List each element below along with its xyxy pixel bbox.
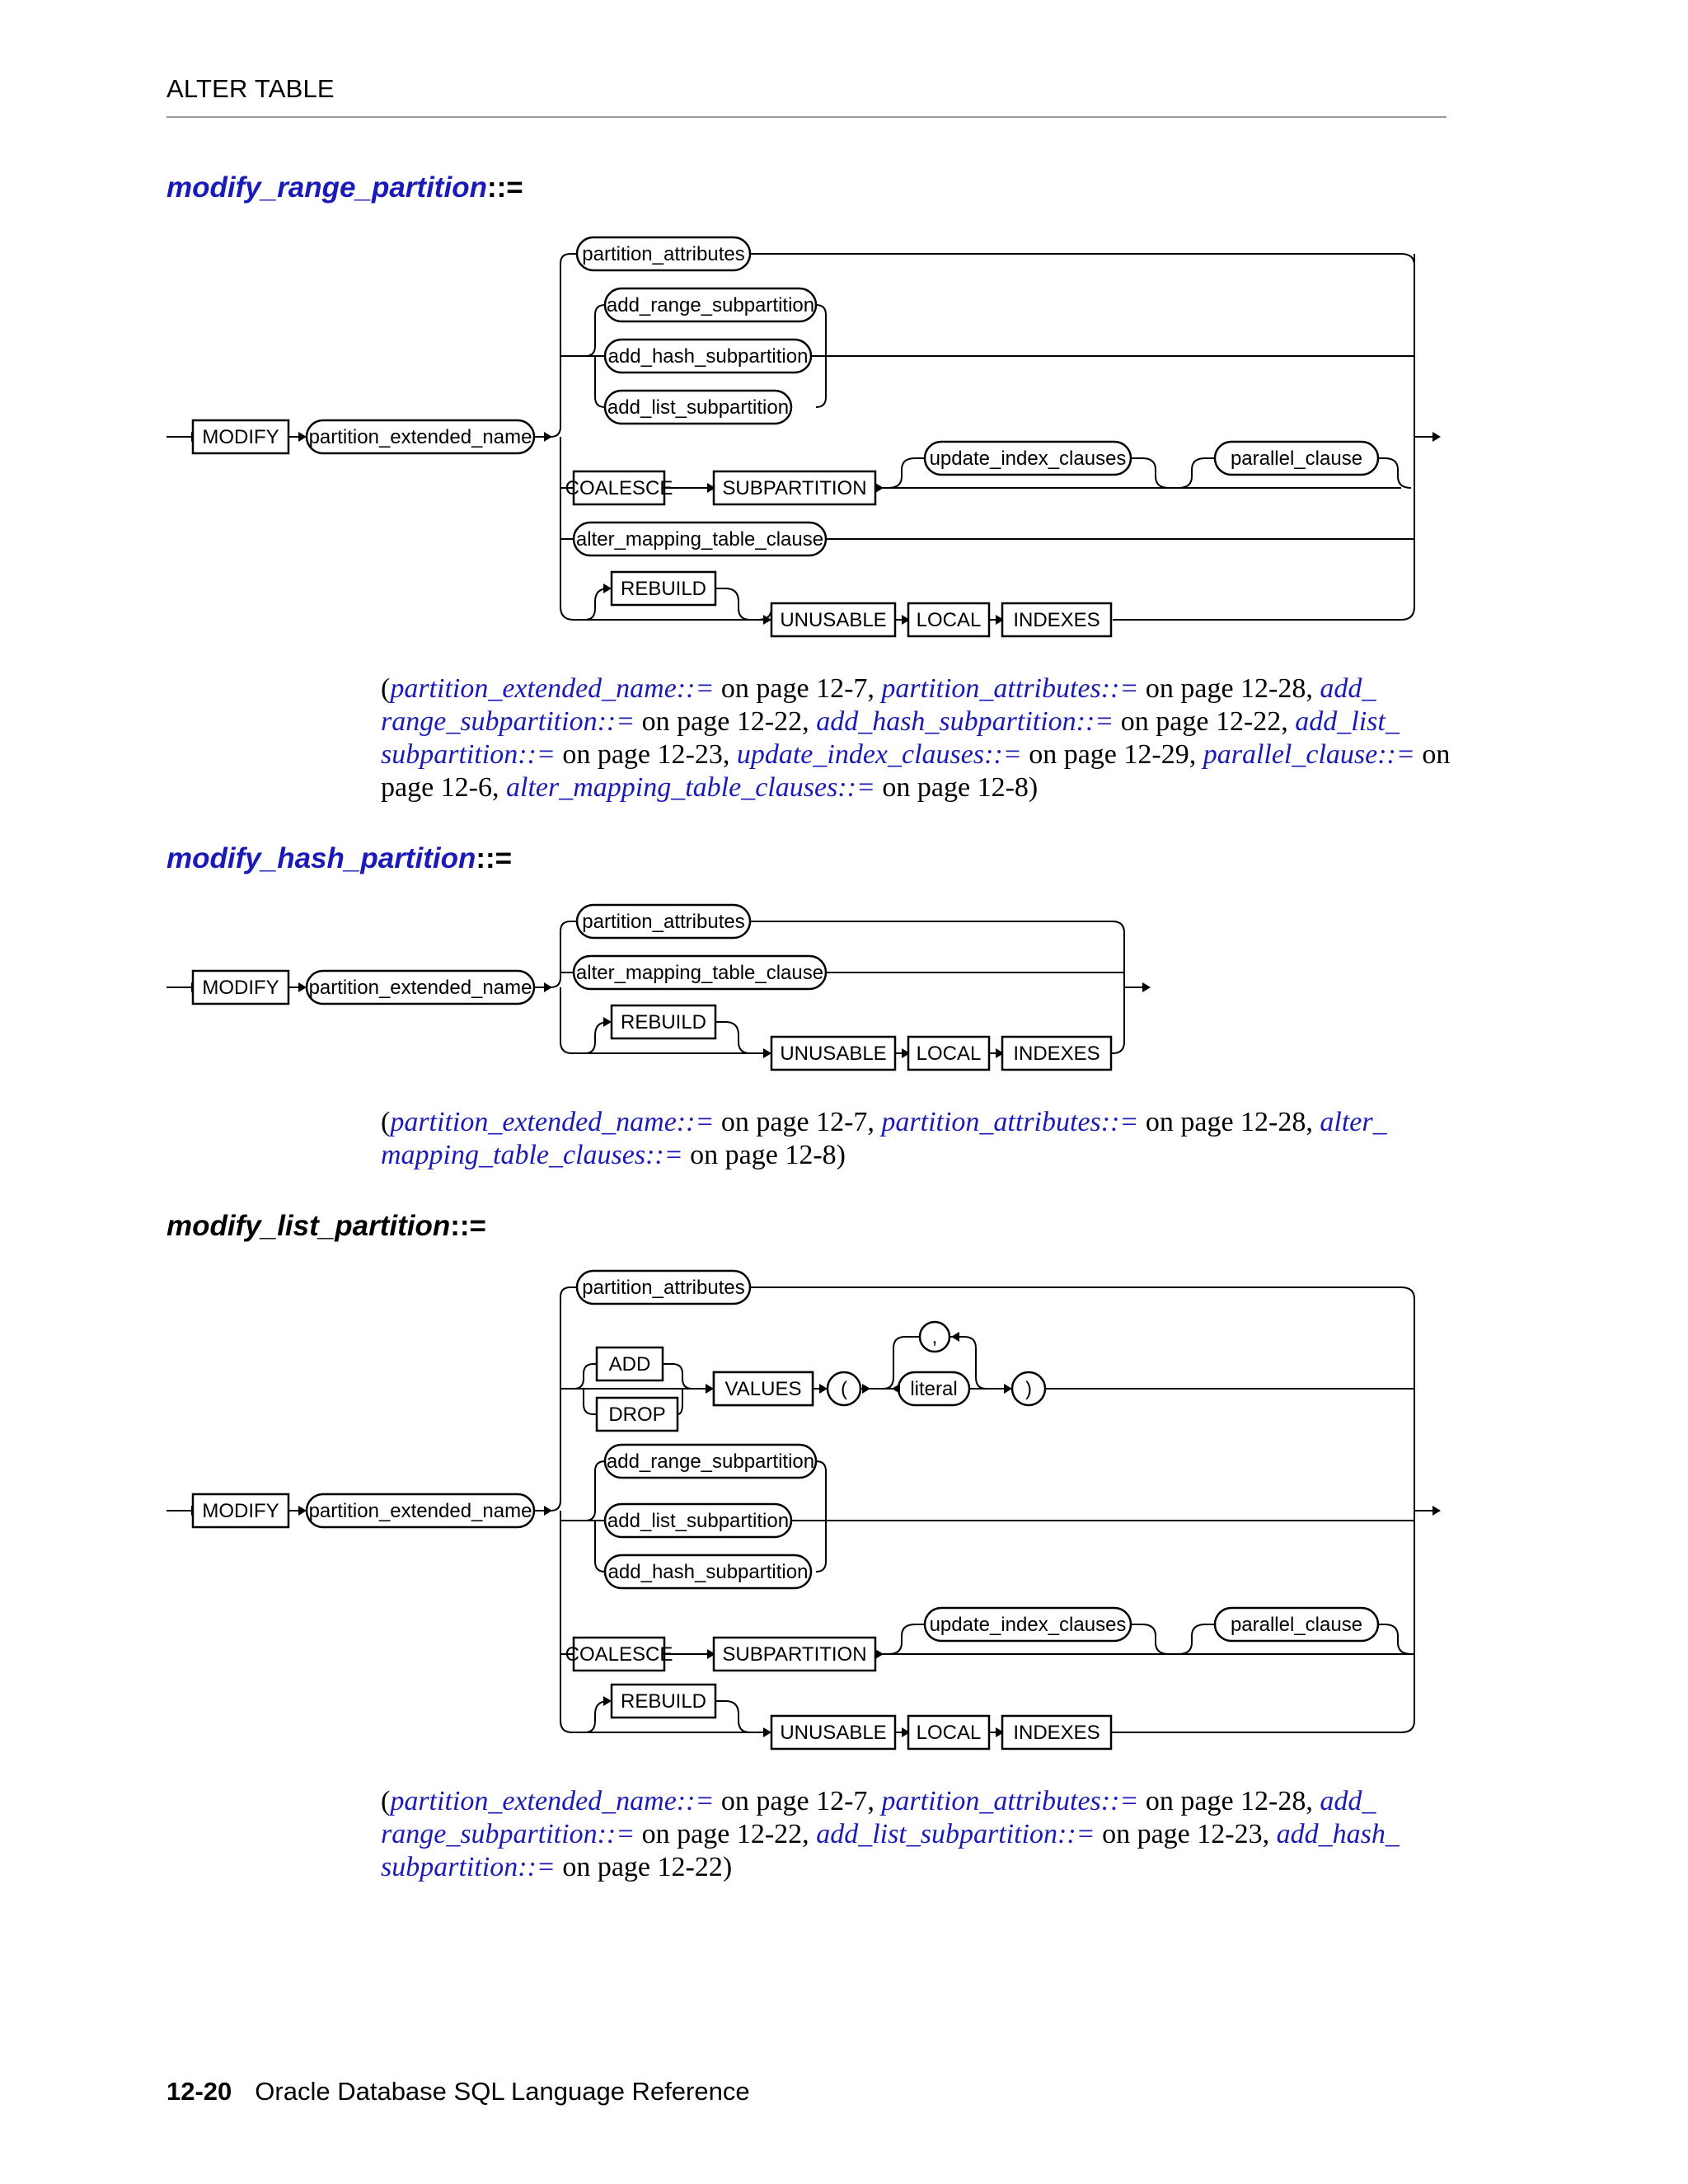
xref-text: on page 12-22, — [635, 1819, 817, 1849]
xref-link[interactable]: add_ range_subpartition::= — [381, 673, 1376, 737]
coalesce-label: COALESCE — [565, 1643, 673, 1666]
xref-link[interactable]: partition_attributes::= — [881, 673, 1139, 704]
section-operator: ::= — [476, 842, 513, 874]
indexes-label: INDEXES — [1013, 1722, 1100, 1744]
section-operator: ::= — [450, 1210, 486, 1242]
add-hash-subpartition-label: add_hash_subpartition — [607, 1561, 809, 1583]
xref-text: on page 12-22, — [635, 706, 817, 737]
xref-text: on page 12-8) — [682, 1140, 846, 1170]
close-paren-label: ) — [1025, 1378, 1032, 1400]
section-operator: ::= — [486, 171, 523, 204]
cross-references — [381, 1106, 1452, 1172]
xref-link[interactable]: add_list_subpartition::= — [816, 1819, 1095, 1849]
syntax-diagram-modify-hash-partition — [0, 898, 1688, 1088]
partition-attributes-label: partition_attributes — [582, 911, 745, 933]
indexes-label: INDEXES — [1013, 1043, 1100, 1065]
page-footer — [166, 2077, 750, 2107]
xref-link[interactable]: add_hash_ subpartition::= — [381, 1819, 1400, 1882]
section-title-modify-hash-partition — [166, 842, 512, 875]
xref-link[interactable]: add_ range_subpartition::= — [381, 1786, 1376, 1849]
partition-extended-name-label: partition_extended_name — [308, 426, 532, 448]
xref-text: on page 12-23, — [555, 739, 737, 770]
xref-text: on page 12-6, — [381, 739, 1451, 803]
header-rule — [166, 116, 1447, 118]
partition-attributes-label: partition_attributes — [582, 1277, 745, 1299]
cross-references — [381, 1785, 1452, 1884]
section-name[interactable]: modify_range_partition — [166, 171, 487, 204]
partition-extended-name-label: partition_extended_name — [308, 977, 532, 999]
xref-text: ( — [381, 1786, 391, 1816]
rebuild-label: REBUILD — [620, 1011, 707, 1033]
add-range-subpartition-label: add_range_subpartition — [606, 1451, 815, 1473]
modify-label: MODIFY — [202, 977, 279, 999]
xref-link[interactable]: parallel_clause::= — [1203, 739, 1415, 770]
add-range-subpartition-label: add_range_subpartition — [606, 294, 815, 316]
section-title-modify-range-partition — [166, 171, 523, 204]
xref-text: on page 12-28, — [1138, 673, 1320, 704]
xref-text: on page 12-28, — [1138, 1786, 1320, 1816]
partition-extended-name-label: partition_extended_name — [308, 1500, 532, 1522]
xref-text: on page 12-8) — [874, 772, 1039, 803]
xref-link[interactable]: add_hash_subpartition::= — [816, 706, 1114, 737]
unusable-label: UNUSABLE — [780, 1043, 887, 1065]
alter-mapping-table-clause-label: alter_mapping_table_clause — [575, 962, 824, 984]
local-label: LOCAL — [916, 1722, 982, 1744]
page-number: 12-20 — [166, 2077, 232, 2106]
xref-link[interactable]: partition_extended_name::= — [390, 1107, 715, 1137]
xref-text: on page 12-7, — [714, 1786, 882, 1816]
section-name: modify_list_partition — [166, 1210, 451, 1242]
xref-text: on page 12-22, — [1114, 706, 1296, 737]
xref-text: on page 12-23, — [1095, 1819, 1277, 1849]
update-index-clauses-label: update_index_clauses — [929, 1614, 1127, 1636]
subpartition-label: SUBPARTITION — [722, 477, 867, 499]
drop-label: DROP — [608, 1404, 666, 1426]
xref-text: ( — [381, 673, 391, 704]
xref-link[interactable]: partition_attributes::= — [881, 1107, 1139, 1137]
xref-link[interactable]: update_index_clauses::= — [736, 739, 1022, 770]
unusable-label: UNUSABLE — [780, 1722, 887, 1744]
rebuild-label: REBUILD — [620, 578, 707, 600]
xref-link[interactable]: partition_extended_name::= — [390, 1786, 715, 1816]
xref-text: on page 12-28, — [1138, 1107, 1320, 1137]
partition-attributes-label: partition_attributes — [582, 243, 745, 265]
xref-text: on page 12-22) — [555, 1852, 733, 1882]
book-title: Oracle Database SQL Language Reference — [255, 2077, 750, 2106]
section-name[interactable]: modify_hash_partition — [166, 842, 476, 874]
xref-link[interactable]: partition_attributes::= — [881, 1786, 1139, 1816]
xref-text: on page 12-29, — [1021, 739, 1203, 770]
xref-link[interactable]: alter_mapping_table_clauses::= — [506, 772, 875, 803]
xref-link[interactable]: add_list_ subpartition::= — [381, 706, 1400, 770]
add-list-subpartition-label: add_list_subpartition — [607, 1510, 790, 1532]
values-label: VALUES — [724, 1378, 802, 1400]
update-index-clauses-label: update_index_clauses — [929, 448, 1127, 470]
modify-label: MODIFY — [202, 1500, 279, 1522]
syntax-diagram-modify-list-partition — [0, 1269, 1688, 1747]
add-hash-subpartition-label: add_hash_subpartition — [607, 345, 809, 368]
unusable-label: UNUSABLE — [780, 609, 887, 631]
open-paren-label: ( — [841, 1378, 847, 1400]
literal-label: literal — [910, 1378, 958, 1400]
syntax-diagram-modify-range-partition — [0, 231, 1688, 643]
alter-mapping-table-clause-label: alter_mapping_table_clause — [575, 528, 824, 551]
parallel-clause-label: parallel_clause — [1230, 448, 1363, 470]
xref-link[interactable]: alter_ mapping_table_clauses::= — [381, 1107, 1387, 1170]
cross-references — [381, 673, 1452, 804]
subpartition-label: SUBPARTITION — [722, 1643, 867, 1666]
parallel-clause-label: parallel_clause — [1230, 1614, 1363, 1636]
xref-text: on page 12-7, — [714, 1107, 882, 1137]
local-label: LOCAL — [916, 609, 982, 631]
xref-link[interactable]: partition_extended_name::= — [390, 673, 715, 704]
rebuild-label: REBUILD — [620, 1690, 707, 1713]
section-title-modify-list-partition — [166, 1210, 486, 1243]
indexes-label: INDEXES — [1013, 609, 1100, 631]
xref-text: on page 12-7, — [714, 673, 882, 704]
local-label: LOCAL — [916, 1043, 982, 1065]
coalesce-label: COALESCE — [565, 477, 673, 499]
add-list-subpartition-label: add_list_subpartition — [607, 396, 790, 419]
comma-label: , — [931, 1326, 938, 1348]
xref-text: ( — [381, 1107, 391, 1137]
running-head: ALTER TABLE — [166, 74, 335, 103]
add-label: ADD — [608, 1353, 651, 1376]
modify-label: MODIFY — [202, 426, 279, 448]
